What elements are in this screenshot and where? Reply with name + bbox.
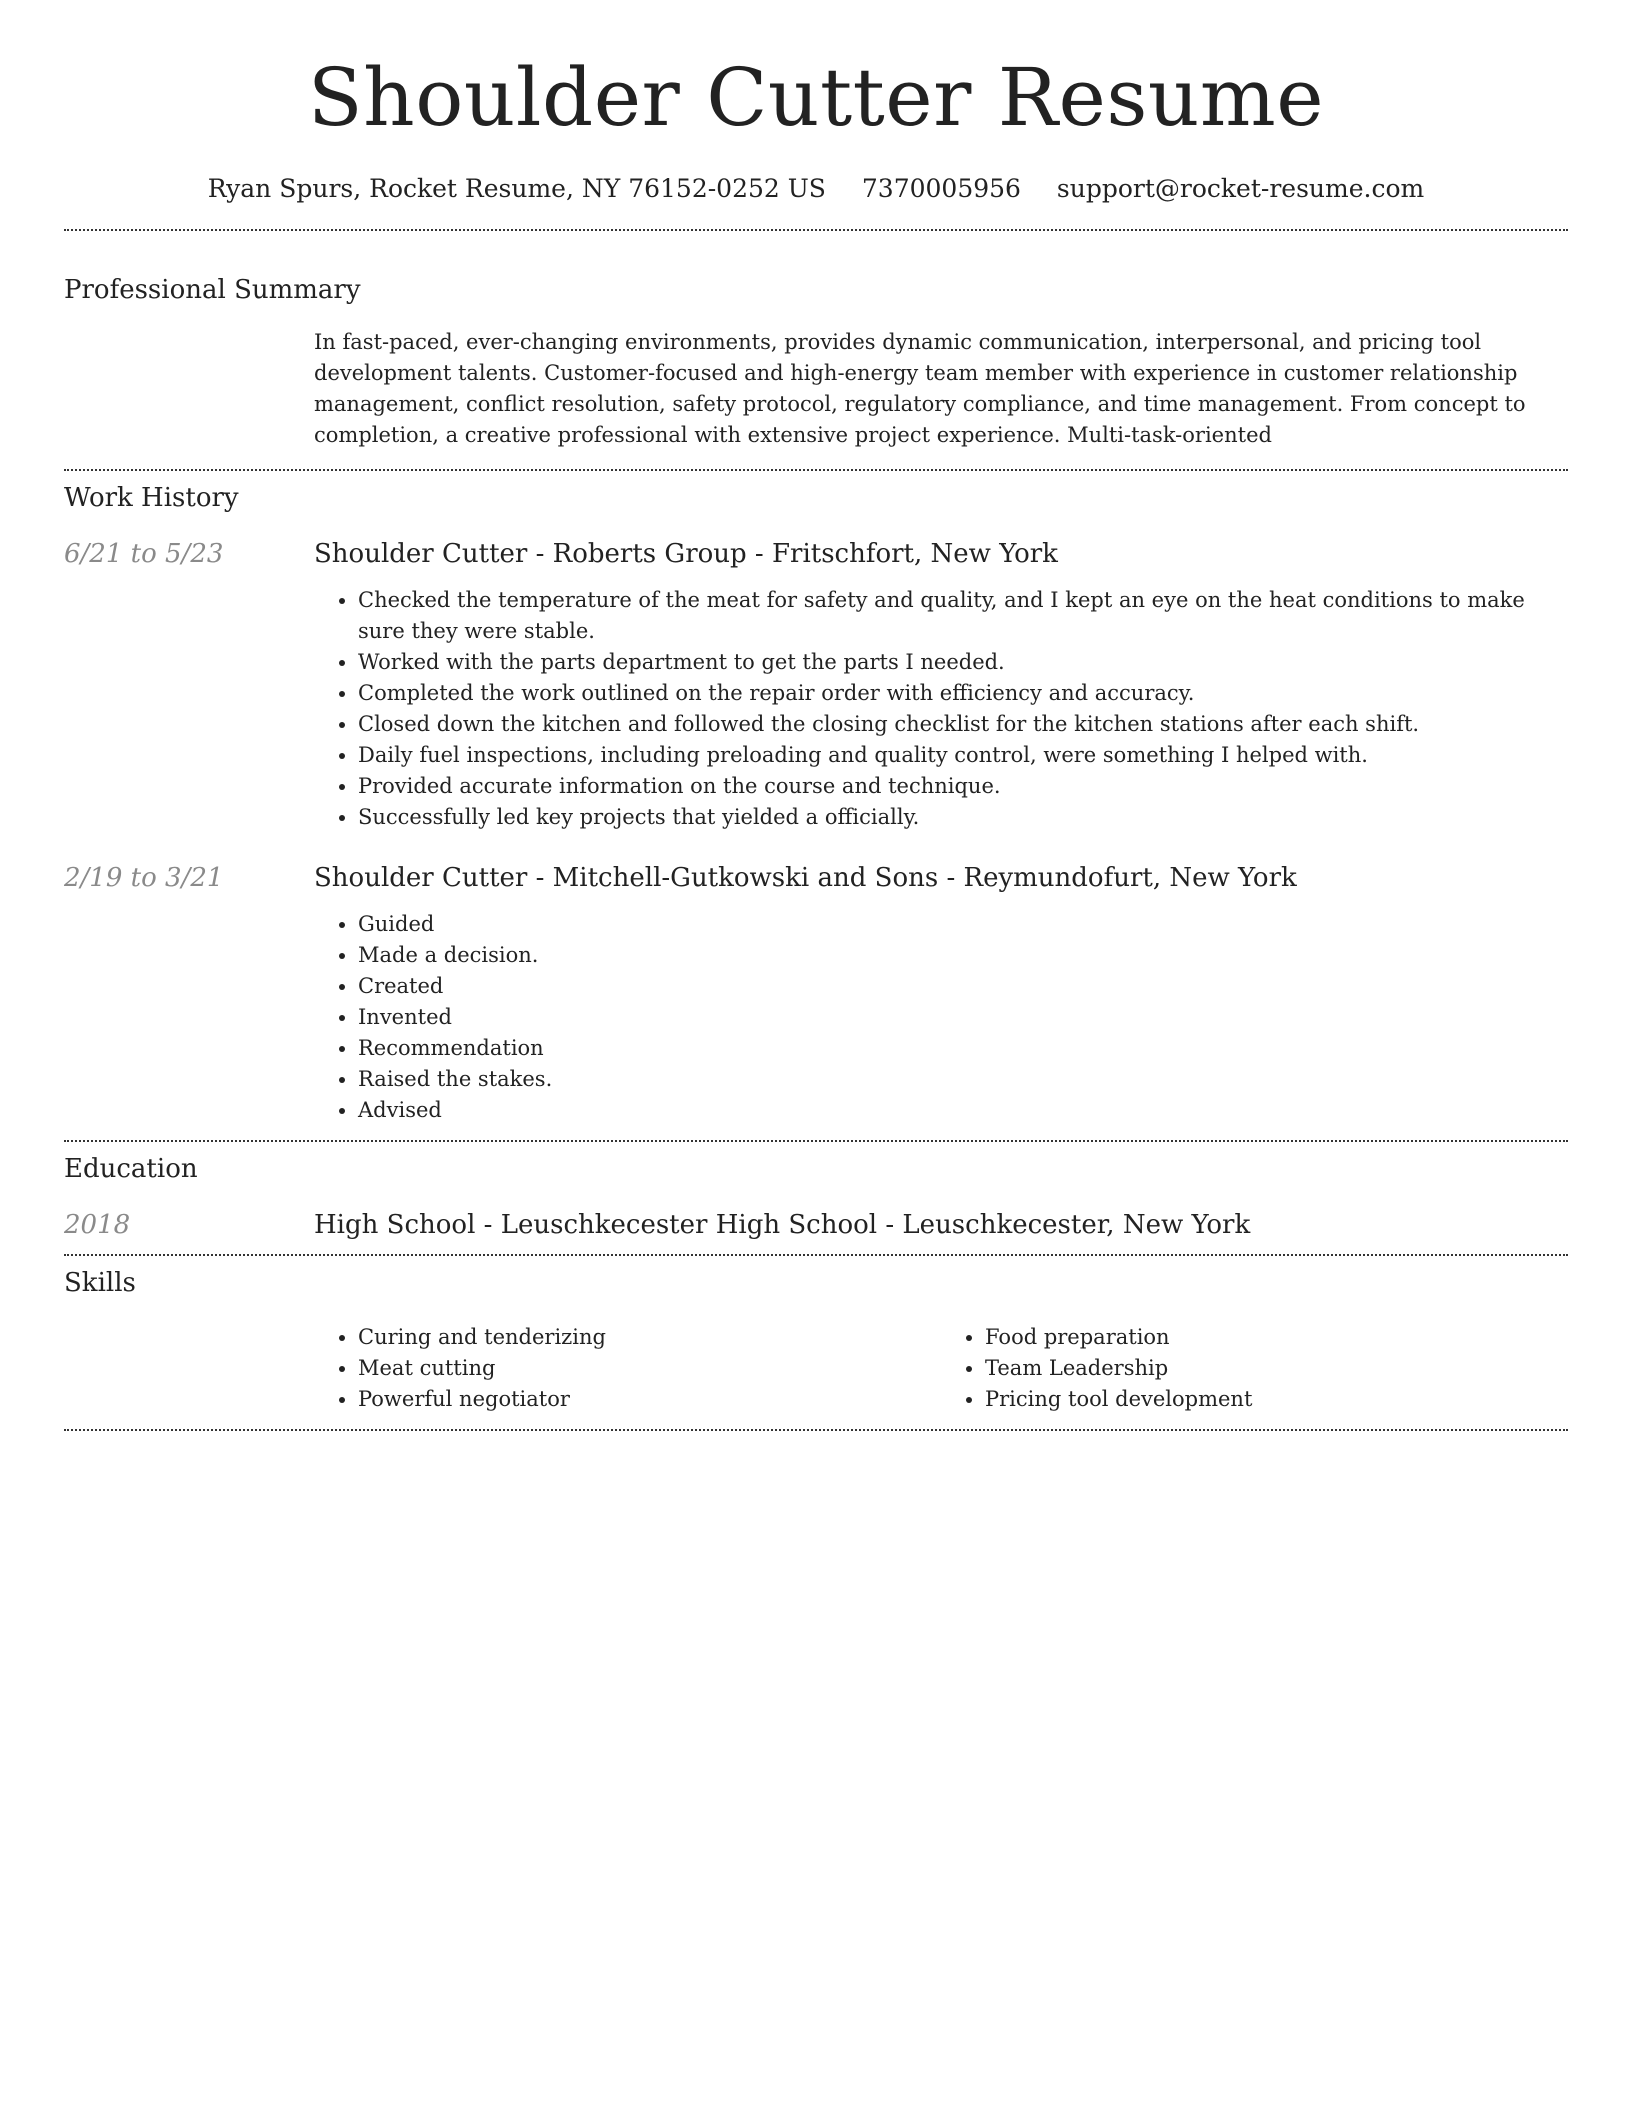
divider [64, 1429, 1568, 1431]
skills-row [64, 1322, 1568, 1415]
education-entry [64, 1210, 1568, 1240]
contact-email: support@rocket-resume.com [1056, 174, 1425, 203]
list-item: • Successfully led key projects that yielded a officially. [358, 802, 1568, 833]
list-item: • Checked the temperature of the meat for safety and quality, and I kept an eye on the heat conditions to make sure they were stable. [358, 585, 1568, 647]
contact-address: Ryan Spurs, Rocket Resume, NY 76152-0252 US [207, 174, 826, 203]
list-item: • Created [358, 971, 1568, 1002]
job-title: Shoulder Cutter [314, 539, 528, 569]
skills-list-left [314, 1322, 941, 1415]
section-title-work-history: Work History [64, 483, 239, 513]
job-bullets [314, 909, 1568, 1126]
divider [64, 229, 1568, 231]
list-item: • Guided [358, 909, 1568, 940]
list-item: • Advised [358, 1095, 1568, 1126]
list-item: • Daily fuel inspections, including preloading and quality control, were something I helped with. [358, 740, 1568, 771]
contact-phone: 7370005956 [861, 174, 1021, 203]
divider [64, 1140, 1568, 1142]
job-entry [64, 539, 1568, 833]
list-item: • Worked with the parts department to get the parts I needed. [358, 647, 1568, 678]
list-item: • Made a decision. [358, 940, 1568, 971]
section-title-summary: Professional Summary [64, 275, 361, 305]
skills-list-right [941, 1322, 1568, 1415]
education-date: 2018 [64, 1210, 131, 1240]
summary-row [64, 327, 1568, 451]
contact-line [64, 174, 1568, 203]
skill-item: • Pricing tool development [985, 1384, 1568, 1415]
job-heading [314, 863, 1568, 893]
list-item: • Invented [358, 1002, 1568, 1033]
education-heading [314, 1210, 1568, 1240]
section-title-education: Education [64, 1154, 198, 1184]
education-school: - Leuschkecester High School - Leuschkecester, New York [475, 1210, 1251, 1240]
divider [64, 1254, 1568, 1256]
resume-title: Shoulder Cutter Resume [307, 51, 1325, 144]
list-item: • Closed down the kitchen and followed the closing checklist for the kitchen stations after each shift. [358, 709, 1568, 740]
skill-item: • Powerful negotiator [358, 1384, 941, 1415]
job-heading [314, 539, 1568, 569]
skill-item: • Team Leadership [985, 1353, 1568, 1384]
job-employer: - Roberts Group - Fritschfort, New York [527, 539, 1058, 569]
job-employer: - Mitchell-Gutkowski and Sons - Reymundofurt, New York [527, 863, 1297, 893]
list-item: • Provided accurate information on the course and technique. [358, 771, 1568, 802]
list-item: • Raised the stakes. [358, 1064, 1568, 1095]
job-entry [64, 863, 1568, 1126]
job-dates: 6/21 to 5/23 [64, 539, 224, 569]
skill-item: • Curing and tenderizing [358, 1322, 941, 1353]
job-title: Shoulder Cutter [314, 863, 528, 893]
skill-item: • Food preparation [985, 1322, 1568, 1353]
list-item: • Recommendation [358, 1033, 1568, 1064]
resume-page [64, 0, 1568, 1431]
divider [64, 469, 1568, 471]
education-degree: High School [314, 1210, 476, 1240]
job-bullets [314, 585, 1568, 833]
summary-text: In fast-paced, ever-changing environments, provides dynamic communication, interpersonal, and pricing tool development talents. Customer-focused and high-energy team member with experience in customer relationship management, conflict resolution, safety protocol, regulatory compliance, and time management. From concept to completion, a creative professional with extensive project experience. Multi-task-oriented [314, 330, 1526, 447]
skills-columns [314, 1322, 1568, 1415]
list-item: • Completed the work outlined on the repair order with efficiency and accuracy. [358, 678, 1568, 709]
job-dates: 2/19 to 3/21 [64, 863, 224, 893]
skill-item: • Meat cutting [358, 1353, 941, 1384]
section-title-skills: Skills [64, 1268, 136, 1298]
